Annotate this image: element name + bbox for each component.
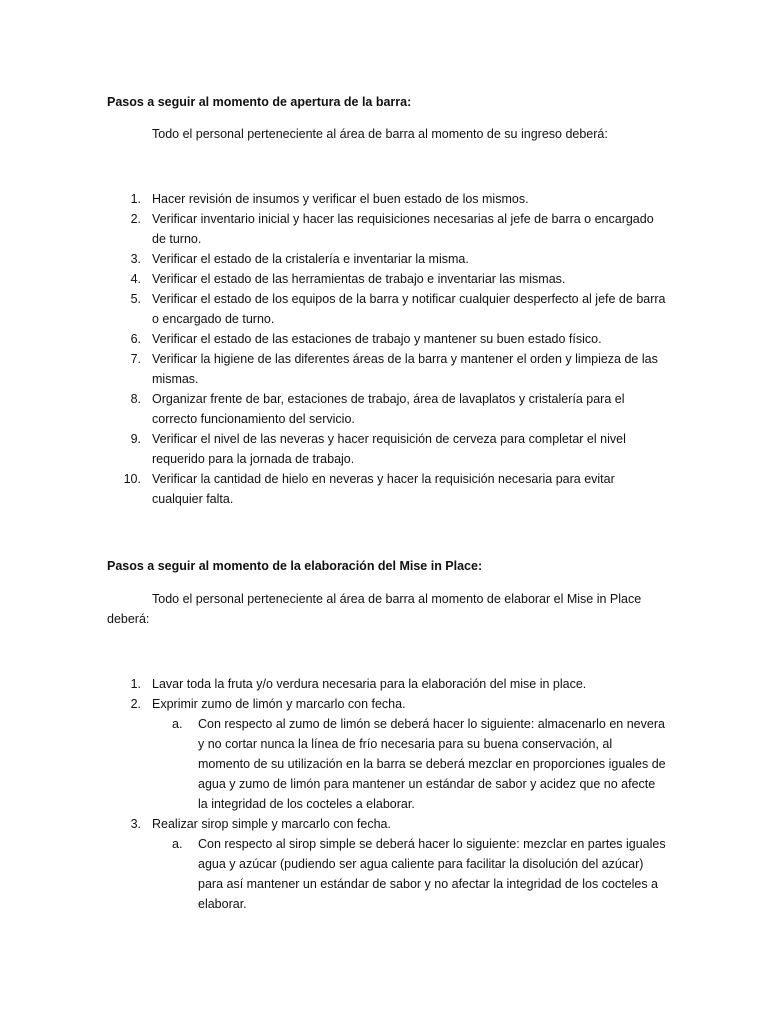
section2-intro: Todo el personal perteneciente al área de barra al momento de elaborar el Mise in Place deberá: xyxy=(107,592,642,626)
list-item xyxy=(107,329,667,349)
list-item xyxy=(107,674,667,694)
list-item xyxy=(107,349,667,389)
step-number: 10. xyxy=(123,472,141,486)
list-item xyxy=(107,269,667,289)
step-number: 3. xyxy=(130,817,141,831)
step-text: Verificar el estado de las estaciones de trabajo y mantener su buen estado físico. xyxy=(152,332,602,346)
list-item xyxy=(107,249,667,269)
list-item xyxy=(152,834,667,914)
substep-letter: a. xyxy=(172,837,183,851)
substep-text: Con respecto al sirop simple se deberá hacer lo siguiente: mezclar en partes iguales agua y azúcar (pudiendo ser agua caliente para facilitar la disolución del azúcar) para así mantener un estándar de sabor y no afectar la integridad de los cocteles a elaborar. xyxy=(198,837,666,911)
step-number: 1. xyxy=(130,677,141,691)
step-number: 7. xyxy=(130,352,141,366)
step-text: Verificar inventario inicial y hacer las requisiciones necesarias al jefe de barra o encargado de turno. xyxy=(152,212,654,246)
substep-list xyxy=(152,834,667,914)
step-number: 9. xyxy=(130,432,141,446)
list-item xyxy=(107,209,667,249)
step-text: Organizar frente de bar, estaciones de trabajo, área de lavaplatos y cristalería para el correcto funcionamiento del servicio. xyxy=(152,392,625,426)
list-item xyxy=(107,189,667,209)
list-item xyxy=(107,429,667,469)
substep-list xyxy=(152,714,667,814)
list-item xyxy=(107,469,667,509)
step-text: Verificar la higiene de las diferentes áreas de la barra y mantener el orden y limpieza de las mismas. xyxy=(152,352,658,386)
step-number: 3. xyxy=(130,252,141,266)
step-text: Verificar el estado de la cristalería e inventariar la misma. xyxy=(152,252,469,266)
list-item xyxy=(107,694,667,814)
step-number: 2. xyxy=(130,212,141,226)
section2-step-list xyxy=(107,674,667,914)
step-text: Hacer revisión de insumos y verificar el buen estado de los mismos. xyxy=(152,192,529,206)
step-number: 2. xyxy=(130,697,141,711)
section1-heading: Pasos a seguir al momento de apertura de la barra: xyxy=(107,95,412,109)
list-item xyxy=(107,289,667,329)
list-item xyxy=(107,389,667,429)
step-text: Verificar el estado de las herramientas de trabajo e inventariar las mismas. xyxy=(152,272,566,286)
step-number: 6. xyxy=(130,332,141,346)
step-number: 1. xyxy=(130,192,141,206)
substep-letter: a. xyxy=(172,717,183,731)
list-item xyxy=(152,714,667,814)
step-text: Exprimir zumo de limón y marcarlo con fecha. xyxy=(152,697,406,711)
step-number: 5. xyxy=(130,292,141,306)
step-text: Verificar el nivel de las neveras y hacer requisición de cerveza para completar el nivel requerido para la jornada de trabajo. xyxy=(152,432,626,466)
step-text: Realizar sirop simple y marcarlo con fecha. xyxy=(152,817,391,831)
step-text: Verificar la cantidad de hielo en neveras y hacer la requisición necesaria para evitar cualquier falta. xyxy=(152,472,615,506)
step-number: 4. xyxy=(130,272,141,286)
step-text: Lavar toda la fruta y/o verdura necesaria para la elaboración del mise in place. xyxy=(152,677,587,691)
list-item xyxy=(107,814,667,914)
section1-intro: Todo el personal perteneciente al área de barra al momento de su ingreso deberá: xyxy=(152,127,608,141)
section1-step-list xyxy=(107,189,667,509)
step-text: Verificar el estado de los equipos de la barra y notificar cualquier desperfecto al jefe de barra o encargado de turno. xyxy=(152,292,666,326)
substep-text: Con respecto al zumo de limón se deberá hacer lo siguiente: almacenarlo en nevera y no cortar nunca la línea de frío necesaria para su buena conservación, al momento de su utilización en la barra se deberá mezclar en proporciones iguales de agua y zumo de limón para mantener un estándar de sabor y acidez que no afecte la integridad de los cocteles a elaborar. xyxy=(198,717,666,811)
step-number: 8. xyxy=(130,392,141,406)
section2-heading: Pasos a seguir al momento de la elaboración del Mise in Place: xyxy=(107,559,483,573)
